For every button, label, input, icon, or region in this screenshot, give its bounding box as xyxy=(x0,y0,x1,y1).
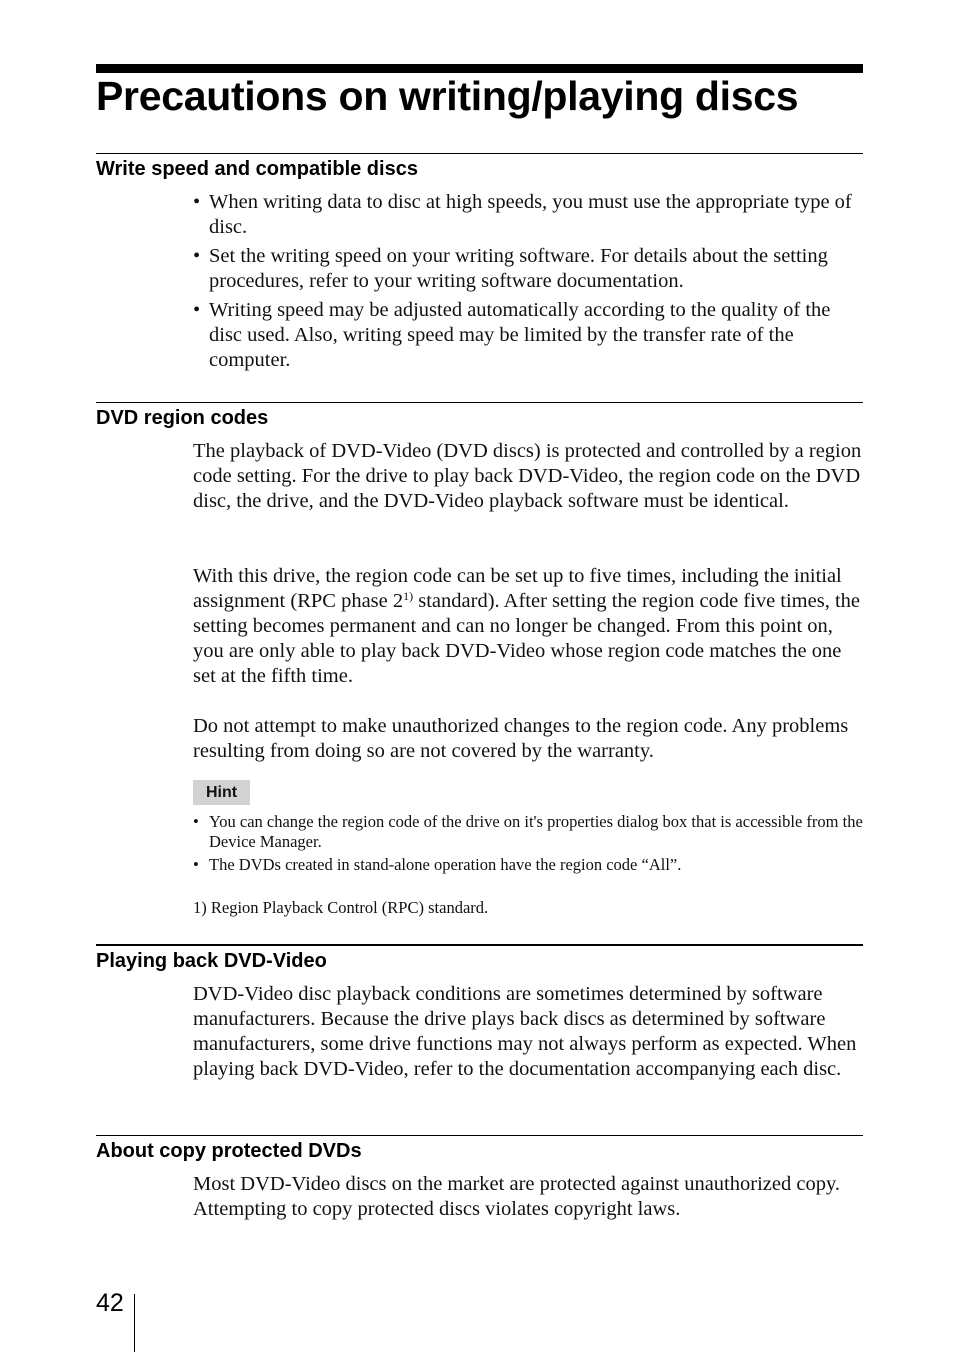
hint-badge: Hint xyxy=(193,780,250,805)
section-rule xyxy=(96,153,863,154)
hint-list xyxy=(193,812,865,878)
bullet-icon: • xyxy=(193,191,201,213)
write-speed-list xyxy=(193,190,865,377)
section-rule xyxy=(96,944,863,946)
list-item: • The DVDs created in stand-alone operation have the region code “All”. xyxy=(193,855,682,874)
region-paragraph-1: The playback of DVD-Video (DVD discs) is protected and controlled by a region code setting. For the drive to play back DVD-Video, the region code on the DVD disc, the drive, and the DVD-Video playback software must be identical. xyxy=(193,440,862,512)
list-item: • Writing speed may be adjusted automatically according to the quality of the disc used. Also, writing speed may be limited by the transfer rate of the computer. xyxy=(193,299,831,371)
page-title: Precautions on writing/playing discs xyxy=(96,73,799,119)
section-heading-copy: About copy protected DVDs xyxy=(96,1140,362,1162)
region-paragraph-2: With this drive, the region code can be set up to five times, including the initial assignment (RPC phase 2$^{1)}$ standard). After setting the region code five times, the setting becomes permanent and can no longer be changed. From this point on, you are only able to play back DVD-Video whose region code matches the one set at the fifth time. xyxy=(193,565,861,687)
bullet-icon: • xyxy=(193,299,201,321)
copy-paragraph: Most DVD-Video discs on the market are protected against unauthorized copy. Attempting to copy protected discs violates copyright laws. xyxy=(193,1173,840,1220)
playback-paragraph: DVD-Video disc playback conditions are sometimes determined by software manufacturers. Because the drive plays back discs as determined by software manufacturers, some drive functions may not always perform as expected. When playing back DVD-Video, refer to the documentation accompanying each disc. xyxy=(193,983,857,1080)
list-item: • You can change the region code of the drive on it's properties dialog box that is accessible from the Device Manager. xyxy=(193,812,863,851)
bullet-icon: • xyxy=(193,245,201,267)
bullet-icon: • xyxy=(193,855,199,874)
section-heading-region: DVD region codes xyxy=(96,407,269,429)
page-number-divider xyxy=(134,1294,135,1352)
section-heading-write-speed: Write speed and compatible discs xyxy=(96,158,418,180)
region-paragraph-3: Do not attempt to make unauthorized changes to the region code. Any problems resulting from doing so are not covered by the warranty. xyxy=(193,715,849,762)
list-item: • When writing data to disc at high speeds, you must use the appropriate type of disc. xyxy=(193,191,852,238)
footnote-ref: 1) xyxy=(403,589,414,603)
section-heading-playback: Playing back DVD-Video xyxy=(96,950,327,972)
footnote: 1) Region Playback Control (RPC) standard. xyxy=(193,898,489,917)
section-rule xyxy=(96,402,863,403)
page-number: 42 xyxy=(96,1289,124,1317)
list-item: • Set the writing speed on your writing software. For details about the setting procedures, refer to your writing software documentation. xyxy=(193,245,828,292)
section-rule xyxy=(96,1135,863,1136)
bullet-icon: • xyxy=(193,812,199,831)
